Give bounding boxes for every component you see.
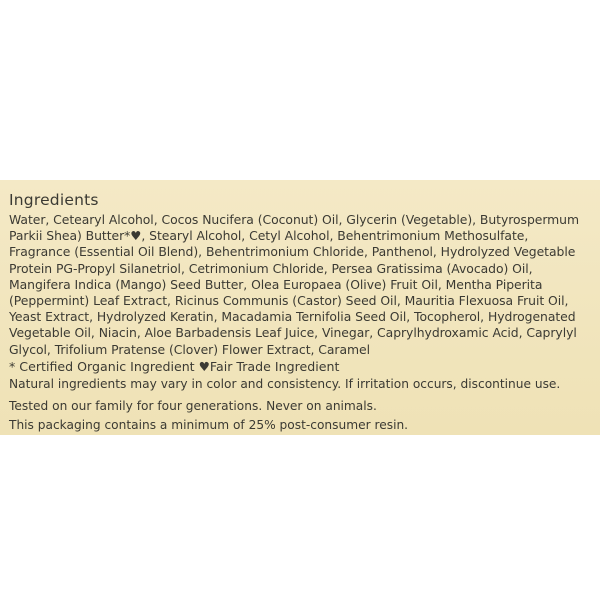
ingredients-label-panel [0, 180, 600, 435]
packaging-recycled-note: This packaging contains a minimum of 25% post-consumer resin. [9, 417, 409, 432]
label-content [9, 191, 592, 433]
animal-testing-note: Tested on our family for four generations. Never on animals. [9, 399, 377, 414]
ingredients-list-text: Water, Cetearyl Alcohol, Cocos Nucifera (Coconut) Oil, Glycerin (Vegetable), Butyrospermum Parkii Shea) Butter*♥, Stearyl Alcohol, Cetyl Alcohol, Behentrimonium Methosulfate, Fragrance (Essential Oil Blend), Behentrimonium Chloride, Panthenol, Hydrolyzed Vegetable Protein PG-Propyl Silanetriol, Cetrimonium Chloride, Persea Gratissima (Avocado) Oil, Mangifera Indica (Mango) Seed Butter, Olea Europaea (Olive) Fruit Oil, Mentha Piperita (Peppermint) Leaf Extract, Ricinus Communis (Castor) Seed Oil, Mauritia Flexuosa Fruit Oil, Yeast Extract, Hydrolyzed Keratin, Macadamia Ternifolia Seed Oil, Tocopherol, Hydrogenated Vegetable Oil, Niacin, Aloe Barbadensis Leaf Juice, Vinegar, Caprylhydroxamic Acid, Caprylyl Glycol, Trifolium Pratense (Clover) Flower Extract, Caramel [9, 212, 580, 357]
ingredients-heading: Ingredients [9, 191, 99, 209]
ingredient-legend: * Certified Organic Ingredient ♥Fair Trade Ingredient [9, 358, 340, 374]
natural-variation-note: Natural ingredients may vary in color and consistency. If irritation occurs, discontinue use. [9, 377, 561, 392]
